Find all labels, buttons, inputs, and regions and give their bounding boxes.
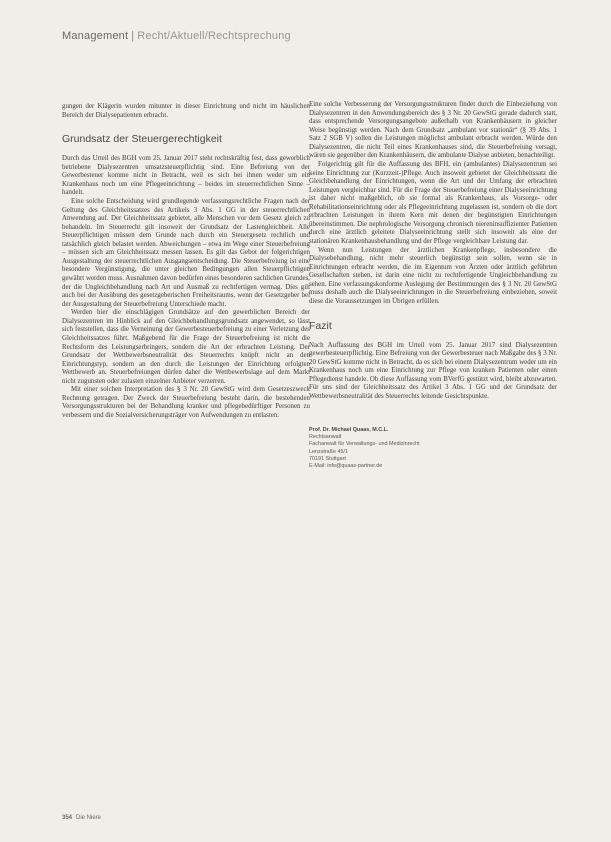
right-paragraph-3: Wenn nun Leistungen der ärztlichen Krankenpflege, insbesondere die Dialysebehandlung, nicht mehr steuerlich begünstigt sein sollen, wenn sie in Einrichtungen erbracht werden, die im Eigentum von Ärzten oder ärztlich geführten Gesellschaften stehen, ist darin eine nicht zu rechtfertigende Ungleichbehandlung zu sehen. Eine verfassungskonforme Auslegung der Bestimmungen des § 3 Nr. 20 GewStG muss deshalb auch die Dialyseeinrichtungen in die Steuerbefreiung einbeziehen, soweit diese die Voraussetzungen im Übrigen erfüllen. <box>309 246 557 305</box>
author-bio <box>309 427 557 469</box>
header-section: Management <box>62 30 129 42</box>
header-subsection: Recht/Aktuell/Rechtsprechung <box>137 30 291 42</box>
author-city: 70191 Stuttgart <box>309 455 346 462</box>
left-paragraph-1: Durch das Urteil des BGH vom 25. Januar 2017 steht rechtskräftig fest, dass gewerblich betriebene Dialysezentren umsatzsteuerpflichtig sind. Eine Befreiung von der Gewerbesteuer komme nicht in Betracht, weil es sich bei ihnen weder um ein Krankenhaus noch um eine Pflegeeinrichtung – beides im steuerrechtlichen Sinne – handelt. <box>62 155 310 197</box>
author-email: E-Mail: info@quaas-partner.de <box>309 462 383 469</box>
left-intro-paragraph: gungen der Klägerin wurden mitunter in dieser Einrichtung und nicht im häuslichen Bereich der Dialysepatienten erbracht. <box>62 103 310 119</box>
left-paragraph-2: Eine solche Entscheidung wird grundlegende verfassungsrechtliche Fragen nach der Geltung des Gleichheitssatzes des Artikels 3 Abs. 1 GG in der steuerrechtlichen Anwendung auf. Der Gleichheitssatz gebietet, alle Menschen vor dem Gesetz gleich zu behandeln. Im Steuerrecht gilt insoweit der Grundsatz der Lastengleichheit. Alle Steuerpflichtigen müssen dem Grunde nach durch ein Steuergesetz rechtlich und tatsächlich gleich belastet werden. Abweichungen – etwa im Wege einer Steuerbefreiung – müssen sich am Gleichheitssatz messen lassen. Es gilt das Gebot der folgerichtigen Ausgestaltung der steuerrechtlichen Ausgangsentscheidung. Die Steuerbefreiung ist eine besondere Vergünstigung, die unter gleichen Bedingungen allen Steuerpflichtigen gewährt werden muss. Ausnahmen davon bedürfen eines besonderen sachlichen Grundes, der die Ungleichbehandlung nach Art und Ausmaß zu rechtfertigen vermag. Dies gilt auch bei der Ausübung des gesetzgeberischen Freiheitsraums, wenn der Gesetzgeber bei der Ausgestaltung der Steuerbefreiung Unterschiede macht. <box>62 197 310 308</box>
right-column <box>309 101 557 470</box>
author-specialty: Fachanwalt für Verwaltungs- und Medizinrecht <box>309 441 420 448</box>
author-name: Prof. Dr. Michael Quaas, M.C.L. <box>309 427 389 434</box>
left-paragraph-4: Mit einer solchen Interpretation des § 3 Nr. 20 GewStG wird dem Gesetzeszweck Rechnung getragen. Der Zweck der Steuerbefreiung besteht darin, die bestehenden Versorgungsstrukturen bei der Behandlung kranker und pflegebedürftiger Personen zu verbessern und die Sozialversicherungsträger von Aufwendungen zu entlasten. <box>62 386 310 420</box>
running-header <box>62 30 291 42</box>
page-number: 354 <box>62 815 73 821</box>
journal-name: Die Niere <box>76 815 102 821</box>
page-footer <box>62 815 101 821</box>
right-paragraph-2: Folgerichtig gilt für die Auffassung des BFH, ein (ambulantes) Dialysezentrum sei keine Einrichtung zur (Kurzzeit-)Pflege. Auch insoweit gebietet der Gleichheitssatz die Gleichbehandlung der Einrichtungen, wenn die Art und der Umfang der erbrachten Leistungen vergleichbar sind. Für die Frage der Steuerbefreiung einer Dialyseeinrichtung ist daher nicht maßgeblich, ob sie formal als Krankenhaus, als Vorsorge- oder Rehabilitationseinrichtung oder als Pflegeeinrichtung zugelassen ist, sondern ob die dort erbrachten Leistungen in ihrem Kern mit denen der begünstigten Einrichtungen übereinstimmen. Die nephrologische Versorgung chronisch niereninsuffizienter Patienten durch eine ärztlich geleitete Dialyseeinrichtung stellt sich insoweit als eine der stationären Krankenhausbehandlung und der Pflege vergleichbare Leistung dar. <box>309 160 557 245</box>
author-street: Lenzstraße 45/1 <box>309 448 348 455</box>
left-column <box>62 103 310 421</box>
section-heading-steuergerechtigkeit: Grundsatz der Steuergerechtigkeit <box>62 133 222 146</box>
fazit-paragraph: Nach Auffassung des BGH im Urteil vom 25. Januar 2017 sind Dialysezentren gewerbesteuerpflichtig. Eine Befreiung von der Gewerbesteuer nach Maßgabe des § 3 Nr. 20 GewStG komme nicht in Betracht, da es sich bei einem Dialysezentrum weder um ein Krankenhaus noch um eine Einrichtung zur Pflege von kranken Patienten oder einen Pflegedienst handele. Ob diese Auffassung vom BVerfG gestützt wird, bleibt abzuwarten. Für uns sind der Gleichheitssatz des Artikel 3 Abs. 1 GG und der Grundsatz der Wettbewerbsneutralität des Steuerrechts leitende Gesichtspunkte. <box>309 341 557 400</box>
right-paragraph-1: Eine solche Verbesserung der Versorgungsstrukturen findet durch die Einbeziehung von Dialysezentren in den Anwendungsbereich des § 3 Nr. 20 GewStG gerade dadurch statt, dass entsprechende Versorgungsangebote außerhalb von Krankenhäusern in gleicher Weise begünstigt werden. Nach dem Grundsatz „ambulant vor stationär“ (§ 39 Abs. 1 Satz 2 SGB V) sollen die Leistungen möglichst ambulant erbracht werden. Würde den Dialysezentren, die nicht Teil eines Krankenhauses sind, die Steuerbefreiung versagt, wären sie gegenüber den Krankenhäusern, die ambulante Dialyse anbieten, benachteiligt. <box>309 101 557 160</box>
author-title: Rechtsanwalt <box>309 434 342 441</box>
header-separator: | <box>131 30 135 42</box>
section-heading-fazit: Fazit <box>309 319 332 332</box>
left-paragraph-3: Werden hier die einschlägigen Grundsätze auf den gewerblichen Bereich der Dialysezentren im Hinblick auf den Gleichbehandlungsgrundsatz angewendet, so lässt sich feststellen, dass die Verneinung der Gewerbesteuerbefreiung zu einer Verletzung des Gleichheitssatzes führt. Maßgebend für die Frage der Steuerbefreiung ist nicht die Rechtsform des Leistungserbringers, sondern die Art der erbrachten Leistung. Der Grundsatz der Wettbewerbsneutralität des Steuerrechts knüpft nicht an den Einrichtungstyp, sondern an den durch die Leistungen der Einrichtung erfolgten Wettbewerb an. Steuerbefreiungen dürfen daher die Wettbewerbslage auf dem Markt nicht zugunsten oder zulasten einzelner Anbieter verzerren. <box>62 309 310 385</box>
